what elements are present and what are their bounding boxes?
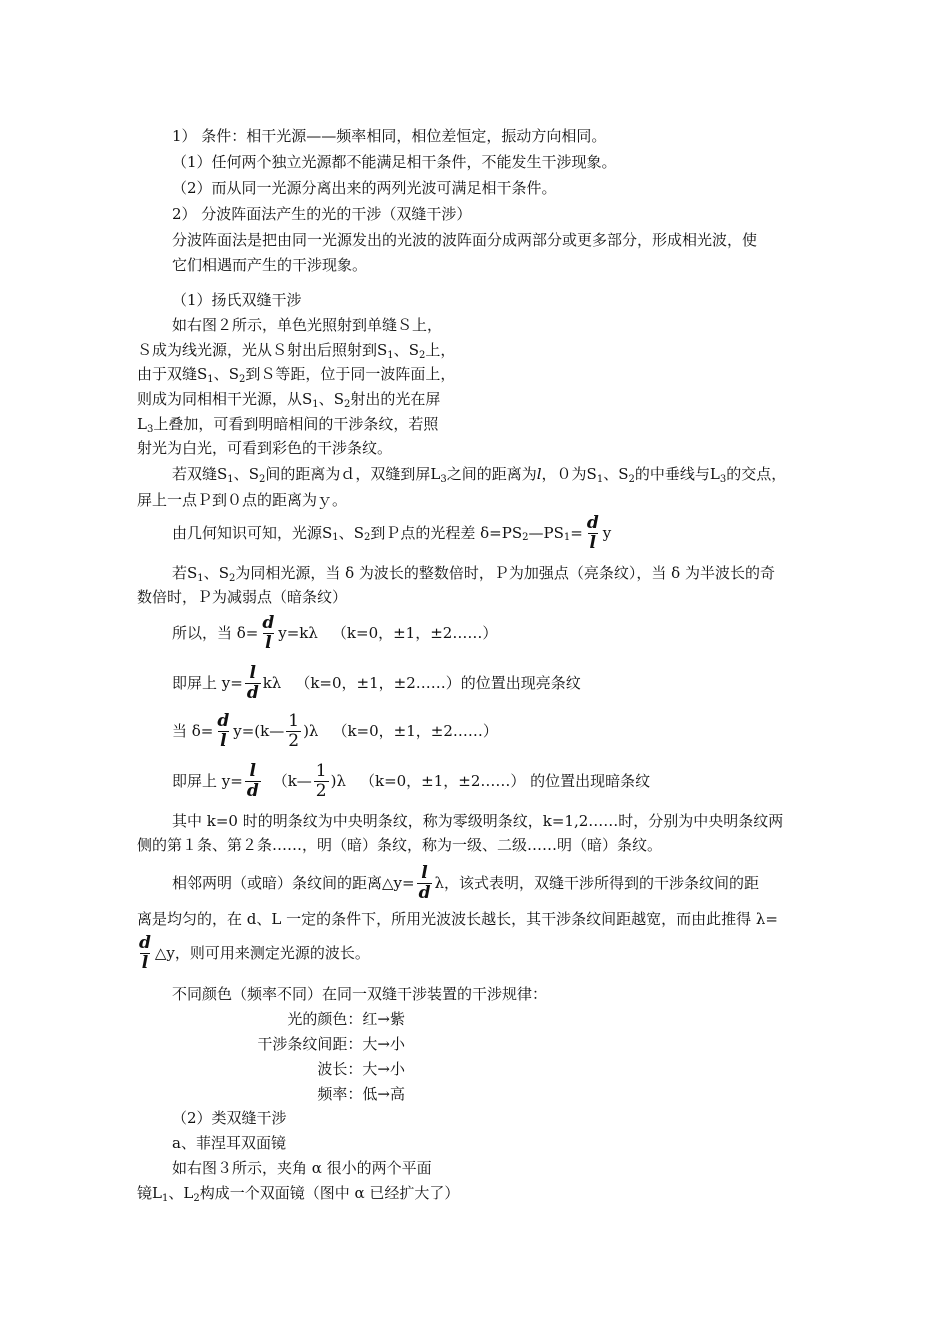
young-text-4: 则成为同相相干光源，从$S_1$、$S_2$射出的光在屏: [137, 390, 441, 410]
section-heading-wavefront: 2） 分波阵面法产生的光的干涉（双缝干涉）: [172, 205, 472, 223]
color-rule-spacing: 干涉条纹间距：大→小: [257, 1035, 405, 1053]
fringe-order-line-2: 侧的第１条、第２条……，明（暗）条纹，称为一级、二级……明（暗）条纹。: [137, 836, 663, 854]
fresnel-text-1: 如右图３所示，夹角 α 很小的两个平面: [172, 1159, 432, 1177]
young-text-2: Ｓ成为线光源，光从Ｓ射出后照射到$S_1$、$S_2$上，: [137, 341, 456, 361]
young-text-5: $L_3$上叠加，可看到明暗相间的干涉条纹，若照: [137, 415, 439, 435]
definition-line-2: 它们相遇而产生的干涉现象。: [172, 256, 368, 274]
equation-dark-condition: 当 δ= $\frac{d}{l}$ y=(k— $\frac{1}{2}$ )λ （k=0，±1，±2……）: [172, 710, 498, 751]
condition-item-2: （2）而从同一光源分离出来的两列光波可满足相干条件。: [172, 179, 557, 197]
fringe-spacing-line-3: $\frac{d}{l}$ △y，则可用来测定光源的波长。: [139, 932, 370, 973]
coherence-line-1: 若$S_1$、$S_2$为同相光源，当 δ 为波长的整数倍时，Ｐ为加强点（亮条纹），当 δ 为半波长的奇: [172, 564, 775, 584]
distance-line-2: 屏上一点Ｐ到０点的距离为ｙ。: [137, 491, 348, 509]
fringe-spacing-line-1: 相邻两明（或暗）条纹间的距离△y= $\frac{l}{d}$ λ，该式表明，双缝干涉所得到的干涉条纹间的距: [172, 862, 759, 903]
equation-dark-position: 即屏上 y= $\frac{l}{d}$ （k— $\frac{1}{2}$ )λ （k=0，±1，±2……） 的位置出现暗条纹: [172, 760, 651, 801]
fresnel-mirror-heading: a、菲涅耳双面镜: [172, 1134, 286, 1152]
equation-bright-condition: 所以，当 δ= $\frac{d}{l}$ y=kλ （k=0，±1，±2……）: [172, 612, 498, 653]
distance-line-1: 若双缝$S_1$、$S_2$间的距离为ｄ，双缝到屏$L_3$之间的距离为l，０为$S_1$、$S_2$的中垂线与$L_3$的交点，: [172, 465, 787, 485]
young-text-3: 由于双缝$S_1$、$S_2$到Ｓ等距，位于同一波阵面上，: [137, 365, 456, 385]
path-difference-formula: 由几何知识可知，光源$S_1$、$S_2$到Ｐ点的光程差 $\delta=PS_2—PS_1=$ $\frac{d}{l}$ y: [172, 512, 612, 553]
young-heading: （1）扬氏双缝干涉: [172, 291, 302, 309]
young-text-1: 如右图２所示，单色光照射到单缝Ｓ上，: [172, 316, 443, 334]
fraction-d-over-l: $\frac{d}{l}$: [586, 512, 599, 553]
fringe-order-line-1: 其中 k=0 时的明条纹为中央明条纹，称为零级明条纹，k=1,2……时，分别为中央明条纹两: [172, 812, 784, 830]
condition-line: 1） 条件：相干光源——频率相同，相位差恒定，振动方向相同。: [172, 127, 607, 145]
color-rule-frequency: 频率：低→高: [317, 1085, 405, 1103]
color-rule-wavelength: 波长：大→小: [317, 1060, 405, 1078]
fringe-spacing-line-2: 离是均匀的，在 d、L 一定的条件下，所用光波波长越长，其干涉条纹间距越宽，而由此推得 λ=: [137, 910, 778, 928]
young-text-6: 射光为白光，可看到彩色的干涉条纹。: [137, 439, 393, 457]
color-rule-color: 光的颜色：红→紫: [287, 1010, 405, 1028]
color-rule-intro: 不同颜色（频率不同）在同一双缝干涉装置的干涉规律：: [172, 985, 548, 1003]
similar-heading: （2）类双缝干涉: [172, 1109, 287, 1127]
coherence-line-2: 数倍时，Ｐ为减弱点（暗条纹）: [137, 588, 348, 606]
fresnel-text-2: 镜$L_1$、$L_2$构成一个双面镜（图中 α 已经扩大了）: [137, 1184, 460, 1204]
equation-bright-position: 即屏上 y= $\frac{l}{d}$ kλ （k=0，±1，±2……）的位置出现亮条纹: [172, 662, 581, 703]
definition-line-1: 分波阵面法是把由同一光源发出的光波的波阵面分成两部分或更多部分，形成相光波，使: [172, 231, 758, 249]
condition-item-1: （1）任何两个独立光源都不能满足相干条件，不能发生干涉现象。: [172, 153, 617, 171]
